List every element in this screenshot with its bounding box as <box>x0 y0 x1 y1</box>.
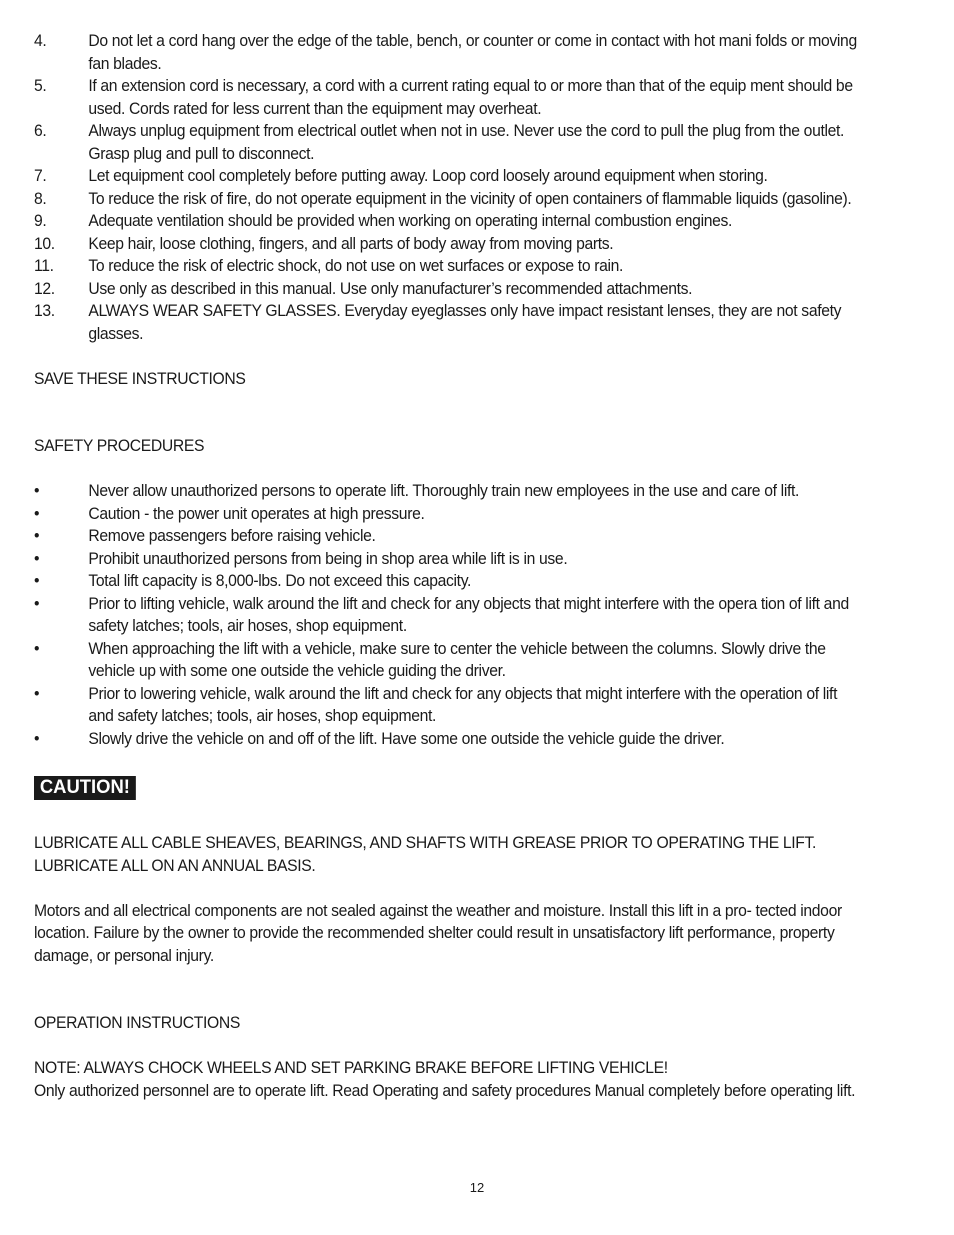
list-item <box>34 638 859 683</box>
bullet: • <box>34 594 40 613</box>
item-text: Let equipment cool completely before putting away. Loop cord loosely around equipment when storing. <box>88 167 768 185</box>
list-item <box>34 683 859 728</box>
list-item <box>34 30 859 75</box>
bullet: • <box>34 482 40 500</box>
bullet: • <box>34 504 40 523</box>
item-text: Remove passengers before raising vehicle. <box>88 527 376 545</box>
save-instructions-heading: SAVE THESE INSTRUCTIONS <box>34 369 246 388</box>
list-item <box>34 278 859 301</box>
item-number: 8. <box>34 189 47 208</box>
bullet: • <box>34 549 40 568</box>
list-item <box>34 570 859 593</box>
bullet: • <box>34 527 40 545</box>
spacer <box>34 877 859 900</box>
item-number: 5. <box>34 77 47 95</box>
authorized-paragraph: Only authorized personnel are to operate lift. Read Operating and safety procedures Manual completely before operating lift. <box>34 1081 856 1100</box>
spacer <box>34 800 859 832</box>
list-item <box>34 480 859 503</box>
bullet: • <box>34 639 40 658</box>
list-item <box>34 525 859 548</box>
list-item <box>34 188 859 211</box>
caution-banner <box>34 776 859 800</box>
item-text: ALWAYS WEAR SAFETY GLASSES. Everyday eyeglasses only have impact resistant lenses, they are not safety glasses. <box>88 302 842 343</box>
item-number: 6. <box>34 122 47 140</box>
spacer <box>34 458 859 481</box>
safety-procedures-heading: SAFETY PROCEDURES <box>34 437 205 455</box>
spacer <box>34 967 859 1012</box>
item-number: 7. <box>34 167 47 185</box>
item-text: Keep hair, loose clothing, fingers, and all parts of body away from moving parts. <box>88 234 614 253</box>
numbered-safety-list <box>34 30 859 345</box>
motors-paragraph: Motors and all electrical components are not sealed against the weather and moisture. Install this lift in a pro- tected indoor location. Failure by the owner to provide the recommended shelter could result in unsatisfactory lift performance, property damage, or personal injury. <box>34 901 842 965</box>
note-line: NOTE: ALWAYS CHOCK WHEELS AND SET PARKING BRAKE BEFORE LIFTING VEHICLE! <box>34 1059 668 1077</box>
item-text: Do not let a cord hang over the edge of the table, bench, or counter or come in contact with hot mani folds or moving fan blades. <box>88 32 857 73</box>
item-text: Prohibit unauthorized persons from being in shop area while lift is in use. <box>88 549 568 568</box>
safety-procedures-list <box>34 480 859 750</box>
item-text: Prior to lowering vehicle, walk around the lift and check for any objects that might interfere with the operation of lift and safety latches; tools, air hoses, shop equipment. <box>88 684 838 725</box>
spacer <box>34 345 859 368</box>
spacer <box>34 390 859 435</box>
item-number: 13. <box>34 302 55 320</box>
operation-instructions-heading: OPERATION INSTRUCTIONS <box>34 1014 240 1032</box>
item-text: Prior to lifting vehicle, walk around the lift and check for any objects that might interfere with the opera tion of lift and safety latches; tools, air hoses, shop equipment. <box>88 594 849 635</box>
bullet: • <box>34 684 40 703</box>
caution-label: CAUTION! <box>34 776 136 800</box>
item-text: If an extension cord is necessary, a cord with a current rating equal to or more than that of the equip ment should be used. Cords rated for less current than the equipment may overheat. <box>88 77 853 118</box>
list-item <box>34 593 859 638</box>
item-text: Always unplug equipment from electrical outlet when not in use. Never use the cord to pull the plug from the outlet. Grasp plug and pull to disconnect. <box>88 122 845 163</box>
list-item <box>34 548 859 571</box>
item-text: To reduce the risk of fire, do not operate equipment in the vicinity of open containers of flammable liquids (gasoline). <box>88 189 852 208</box>
item-text: Total lift capacity is 8,000-lbs. Do not exceed this capacity. <box>88 572 472 590</box>
item-text: Adequate ventilation should be provided when working on operating internal combustion engines. <box>88 212 733 230</box>
list-item <box>34 165 859 188</box>
item-text: Use only as described in this manual. Use only manufacturer’s recommended attachments. <box>88 279 693 298</box>
spacer <box>34 750 859 776</box>
list-item <box>34 300 859 345</box>
item-number: 9. <box>34 212 47 230</box>
list-item <box>34 120 859 165</box>
item-text: Slowly drive the vehicle on and off of the lift. Have some one outside the vehicle guide the driver. <box>88 729 725 748</box>
item-text: Caution - the power unit operates at high pressure. <box>88 504 425 523</box>
manual-page-content <box>34 30 859 1102</box>
list-item <box>34 255 859 278</box>
item-text: When approaching the lift with a vehicle, make sure to center the vehicle between the columns. Slowly drive the vehicle up with some one outside the vehicle guiding the driver. <box>88 639 826 680</box>
list-item <box>34 233 859 256</box>
list-item <box>34 210 859 233</box>
item-number: 11. <box>34 257 54 275</box>
list-item <box>34 75 859 120</box>
item-text: Never allow unauthorized persons to operate lift. Thoroughly train new employees in the use and care of lift. <box>88 482 800 500</box>
list-item <box>34 503 859 526</box>
bullet: • <box>34 572 40 590</box>
page-number: 12 <box>469 1180 485 1195</box>
list-item <box>34 728 859 751</box>
item-number: 12. <box>34 279 55 298</box>
bullet: • <box>34 729 40 748</box>
spacer <box>34 1035 859 1058</box>
item-number: 10. <box>34 234 55 253</box>
item-number: 4. <box>34 32 47 50</box>
lubricate-line-1: LUBRICATE ALL CABLE SHEAVES, BEARINGS, AND SHAFTS WITH GREASE PRIOR TO OPERATING THE LIFT. <box>34 834 817 852</box>
lubricate-line-2: LUBRICATE ALL ON AN ANNUAL BASIS. <box>34 856 316 875</box>
item-text: To reduce the risk of electric shock, do not use on wet surfaces or expose to rain. <box>88 257 624 275</box>
